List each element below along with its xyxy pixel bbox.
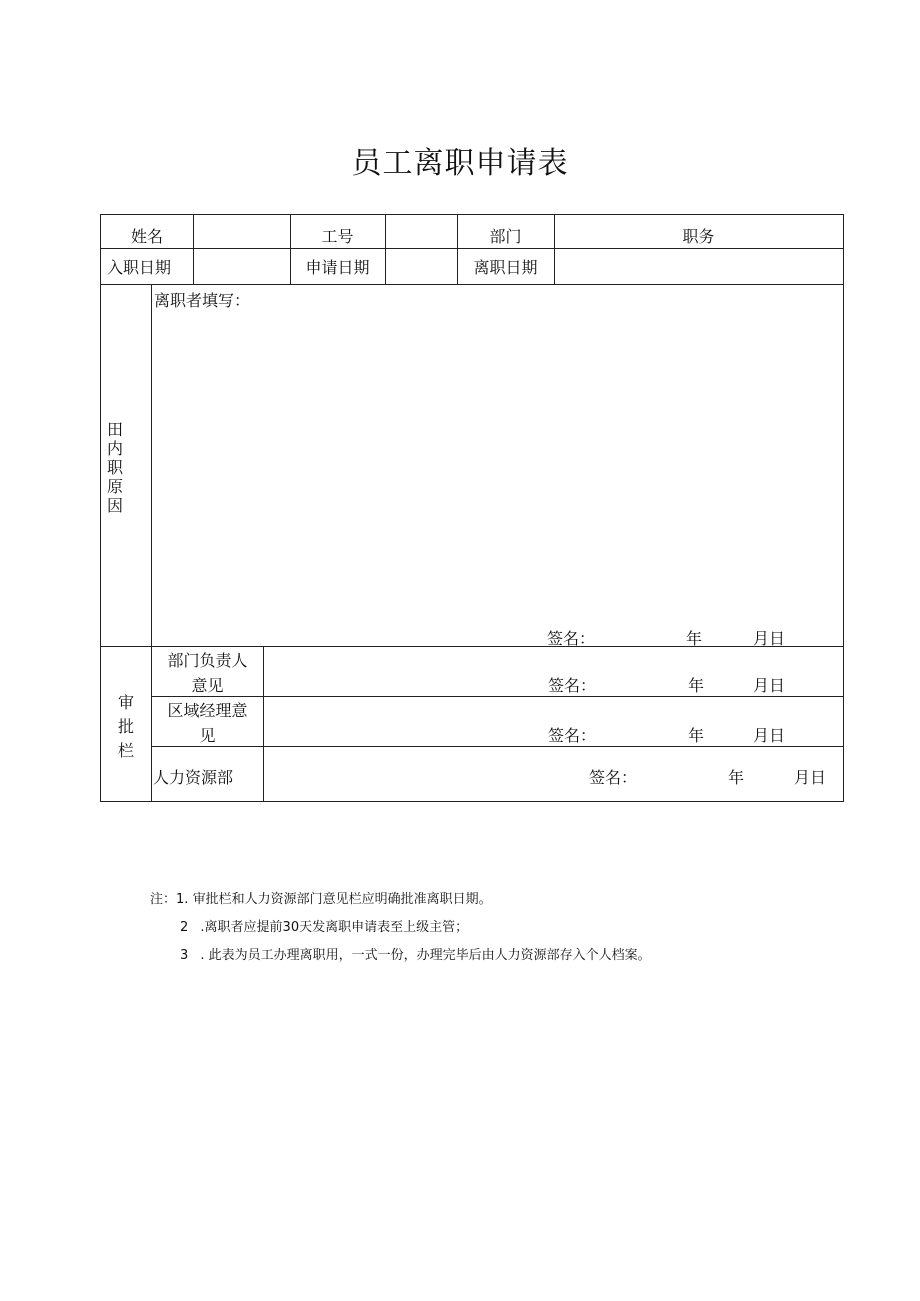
label-line: 意见 bbox=[191, 676, 224, 695]
note-item bbox=[150, 942, 651, 970]
apply-date-field[interactable] bbox=[386, 249, 457, 284]
dept-head-opinion-label bbox=[152, 648, 263, 698]
regional-manager-opinion-label bbox=[152, 698, 263, 748]
name-field[interactable] bbox=[194, 215, 290, 248]
regional-manager-opinion-field[interactable] bbox=[265, 698, 535, 745]
hr-sign-label: 签名： bbox=[589, 768, 638, 787]
regional-manager-month-day-label: 月日 bbox=[753, 726, 786, 745]
employee-id-label: 工号 bbox=[321, 226, 354, 246]
note-prefix: 注： bbox=[150, 892, 177, 907]
hire-date-label: 入职日期 bbox=[106, 257, 171, 277]
leave-date-field[interactable] bbox=[555, 249, 843, 284]
apply-date-label: 申请日期 bbox=[305, 257, 370, 277]
note-number: 1. bbox=[176, 892, 189, 907]
note-number: 2 bbox=[180, 920, 189, 935]
col-divider bbox=[263, 646, 264, 801]
reason-sign-label: 签名： bbox=[547, 629, 596, 648]
row-divider bbox=[101, 646, 843, 647]
notes-section bbox=[150, 886, 651, 970]
resigner-prompt: 离职者填写： bbox=[154, 291, 251, 310]
approval-char: 审 bbox=[117, 693, 134, 712]
dept-head-month-day-label: 月日 bbox=[753, 676, 786, 695]
reason-char: 田 bbox=[106, 420, 123, 439]
employee-id-field[interactable] bbox=[386, 215, 457, 248]
leave-date-label: 离职日期 bbox=[473, 257, 538, 277]
reason-char: 因 bbox=[106, 496, 123, 515]
reason-char: 内 bbox=[106, 439, 123, 458]
note-text: . 此表为员工办理离职用，一式一份，办理完毕后由人力资源部存入个人档案。 bbox=[200, 948, 651, 963]
label-line: 区域经理意 bbox=[167, 701, 248, 720]
regional-manager-year-label: 年 bbox=[688, 726, 705, 745]
regional-manager-sign-label: 签名： bbox=[548, 726, 597, 745]
page-title: 员工离职申请表 bbox=[351, 146, 569, 181]
name-label: 姓名 bbox=[130, 226, 163, 246]
approval-char: 栏 bbox=[117, 741, 134, 760]
department-label: 部门 bbox=[489, 226, 522, 246]
hr-opinion-field[interactable] bbox=[265, 748, 575, 800]
reason-side-label bbox=[105, 420, 125, 515]
approval-char: 批 bbox=[117, 717, 134, 736]
row-divider bbox=[101, 284, 843, 285]
position-label: 职务 bbox=[682, 226, 715, 246]
reason-char: 职 bbox=[106, 458, 123, 477]
dept-head-opinion-field[interactable] bbox=[265, 648, 535, 695]
dept-head-sign-label: 签名： bbox=[548, 676, 597, 695]
hire-date-field[interactable] bbox=[194, 249, 290, 284]
label-line: 部门负责人 bbox=[167, 651, 248, 670]
reason-month-day-label: 月日 bbox=[753, 629, 786, 648]
dept-head-year-label: 年 bbox=[688, 676, 705, 695]
label-line: 见 bbox=[199, 726, 216, 745]
hr-year-label: 年 bbox=[728, 768, 745, 787]
hr-month-day-label: 月日 bbox=[794, 768, 827, 787]
note-text: 审批栏和人力资源部门意见栏应明确批准离职日期。 bbox=[192, 892, 492, 907]
note-text: .离职者应提前30天发离职申请表至上级主管； bbox=[200, 920, 469, 935]
resignation-form-table bbox=[100, 214, 844, 802]
reason-year-label: 年 bbox=[686, 629, 703, 648]
note-number: 3 bbox=[180, 948, 189, 963]
reason-char: 原 bbox=[106, 477, 123, 496]
approval-side-label bbox=[116, 691, 136, 763]
hr-department-label: 人力资源部 bbox=[153, 768, 234, 787]
note-item bbox=[150, 914, 651, 942]
reason-textarea[interactable] bbox=[153, 311, 841, 611]
note-item bbox=[150, 886, 651, 914]
